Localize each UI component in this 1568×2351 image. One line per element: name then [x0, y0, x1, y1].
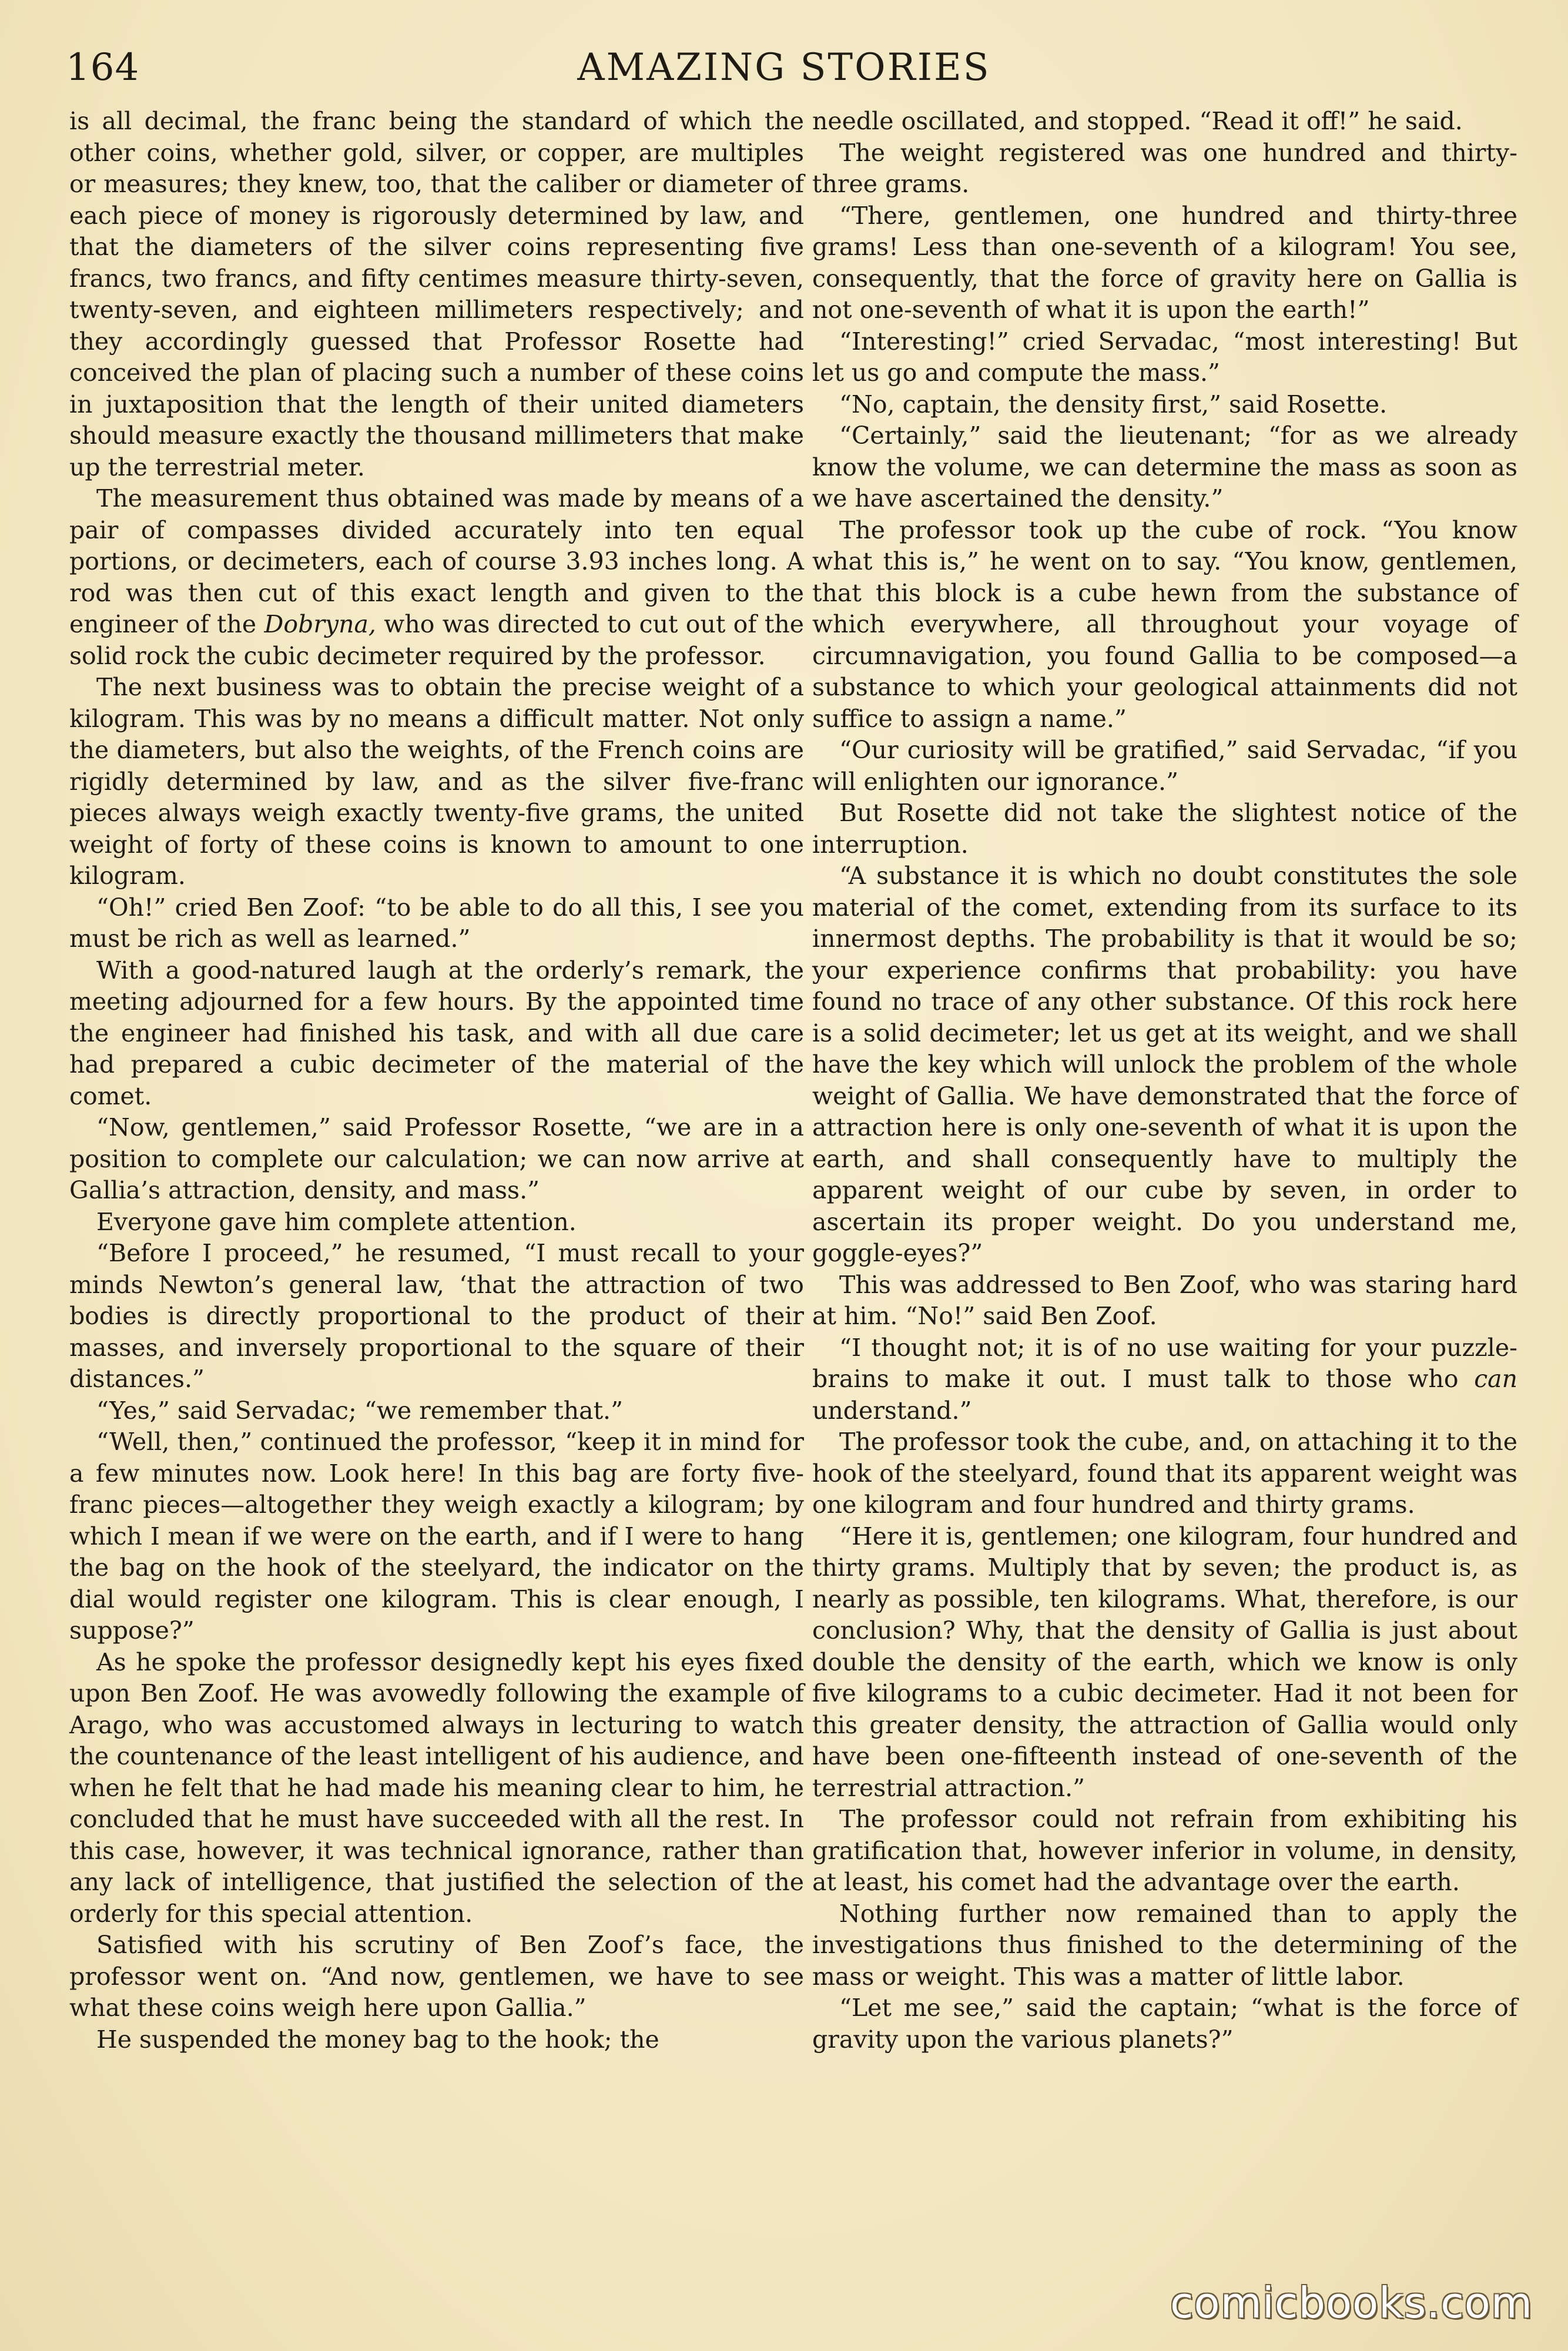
paragraph: With a good-natured laugh at the orderly’s remark, the meeting adjourned for a few hours. By the appointed time the engineer had finished his task, and with all due care had prepared a cubic decimeter of the material of the comet.	[69, 956, 804, 1110]
paragraph: He suspended the money bag to the hook; the	[96, 2025, 659, 2054]
paragraph-text: The measurement thus obtained was made by means of a pair of compasses divided accurately into ten equal portions, or decimeters, each of course 3.93 inches long. A rod was then cut of this exact length and given to the engineer of the	[69, 484, 804, 638]
paragraph: This was addressed to Ben Zoof, who was staring hard at him. “No!” said Ben Zoof.	[812, 1270, 1517, 1330]
paragraph: Everyone gave him complete attention.	[96, 1207, 577, 1236]
emphasis: can	[1474, 1365, 1517, 1393]
ship-name: Dobryna,	[264, 610, 376, 638]
page-number: 164	[66, 46, 140, 89]
paragraph: The professor could not refrain from exhibiting his gratification that, however inferior in volume, in density, at least, his comet had the advantage over the earth.	[812, 1805, 1517, 1896]
paragraph: As he spoke the professor designedly kept his eyes fixed upon Ben Zoof. He was avowedly following the example of Arago, who was accustomed always in lecturing to watch the countenance of the least intelligent of his audience, and when he felt that he had made his meaning clear to him, he concluded that he must have succeeded with all the rest. In this case, however, it was technical ignorance, rather than any lack of intelligence, that justified the selection of the orderly for this special attention.	[69, 1647, 804, 1928]
paragraph: “Yes,” said Servadac; “we remember that.”	[96, 1396, 624, 1425]
running-title: AMAZING STORIES	[577, 46, 991, 89]
watermark: comicbooks.com	[1170, 2278, 1533, 2327]
right-column	[812, 106, 1517, 2055]
paragraph: The next business was to obtain the precise weight of a kilogram. This was by no means a difficult matter. Not only the diameters, but also the weights, of the French coins are rigidly determined by law, and as the silver five-franc pieces always weigh exactly twenty-five grams, the united weight of forty of these coins is known to amount to one kilogram.	[69, 673, 804, 890]
paragraph-text: understand.”	[812, 1396, 972, 1425]
paragraph: Satisfied with his scrutiny of Ben Zoof’s face, the professor went on. “And now, gentlemen, we have to see what these coins weigh here upon Gallia.”	[69, 1931, 804, 2022]
paragraph: Nothing further now remained than to apply the investigations thus finished to the determining of the mass or weight. This was a matter of little labor.	[812, 1899, 1517, 1991]
paragraph: The professor took up the cube of rock. “You know what this is,” he went on to say. “You know, gentlemen, that this block is a cube hewn from the substance of which everywhere, all throughout your voyage of circumnavigation, you found Gallia to be composed—a substance to which your geological attainments did not suffice to assign a name.”	[812, 515, 1517, 733]
paragraph: But Rosette did not take the slightest notice of the interruption.	[812, 799, 1517, 859]
paragraph: “No, captain, the density first,” said Rosette.	[839, 390, 1388, 418]
paragraph: “A substance it is which no doubt constitutes the sole material of the comet, extending from its surface to its innermost depths. The probability is that it would be so; your experience confirms that probability: you have found no trace of any other substance. Of this rock here is a solid decimeter; let us get at its weight, and we shall have the key which will unlock the problem of the whole weight of Gallia. We have demonstrated that the force of attraction here is only one-seventh of what it is upon the earth, and shall consequently have to multiply the apparent weight of our cube by seven, in order to ascertain its proper weight. Do you understand me, goggle-eyes?”	[812, 862, 1517, 1267]
paragraph: “Let me see,” said the captain; “what is the force of gravity upon the various planets?”	[812, 1994, 1517, 2054]
paragraph: “There, gentlemen, one hundred and thirty-three grams! Less than one-seventh of a kilogram! You see, consequently, that the force of gravity here on Gallia is not one-seventh of what it is upon the earth!”	[812, 201, 1517, 324]
paragraph: is all decimal, the franc being the standard of which the other coins, whether gold, silver, or copper, are multiples or measures; they knew, too, that the caliber or diameter of each piece of money is rigorously determined by law, and that the diameters of the silver coins representing five francs, two francs, and fifty centimes measure thirty-seven, twenty-seven, and eighteen millimeters respectively; and they accordingly guessed that Professor Rosette had conceived the plan of placing such a number of these coins in juxtaposition that the length of their united diameters should measure exactly the thousand millimeters that make up the terrestrial meter.	[69, 107, 804, 481]
paragraph: “Our curiosity will be gratified,” said Servadac, “if you will enlighten our ignorance.”	[812, 736, 1517, 796]
paragraph: “Certainly,” said the lieutenant; “for as we already know the volume, we can determine the mass as soon as we have ascertained the density.”	[812, 421, 1517, 513]
paragraph: “Oh!” cried Ben Zoof: “to be able to do all this, I see you must be rich as well as learned.”	[69, 893, 804, 953]
paragraph: The professor took the cube, and, on attaching it to the hook of the steelyard, found that its apparent weight was one kilogram and four hundred and thirty grams.	[812, 1428, 1517, 1519]
paragraph: needle oscillated, and stopped. “Read it off!” he said.	[812, 107, 1463, 135]
paragraph-text: “I thought not; it is of no use waiting for your puzzle-brains to make it out. I must talk to those who	[812, 1333, 1517, 1393]
paragraph: “Here it is, gentlemen; one kilogram, four hundred and thirty grams. Multiply that by seven; the product is, as nearly as possible, ten kilograms. What, therefore, is our conclusion? Why, that the density of Gallia is just about double the density of the earth, which we know is only five kilograms to a cubic decimeter. Had it not been for this greater density, the attraction of Gallia would only have been one-fifteenth instead of one-seventh of the terrestrial attraction.”	[812, 1522, 1517, 1802]
paragraph	[812, 1332, 1517, 1427]
paragraph: The weight registered was one hundred and thirty-three grams.	[812, 138, 1517, 198]
paragraph: “Before I proceed,” he resumed, “I must recall to your minds Newton’s general law, ‘that the attraction of two bodies is directly proportional to the product of their masses, and inversely proportional to the square of their distances.”	[69, 1239, 804, 1393]
paragraph-text: who was directed to cut out of the solid rock the cubic decimeter required by the professor.	[69, 610, 804, 670]
paragraph: “Now, gentlemen,” said Professor Rosette, “we are in a position to complete our calculation; we can now arrive at Gallia’s attraction, density, and mass.”	[69, 1113, 804, 1204]
paragraph	[69, 483, 804, 672]
paragraph: “Well, then,” continued the professor, “keep it in mind for a few minutes now. Look here! In this bag are forty five-franc pieces—altogether they weigh exactly a kilogram; by which I mean if we were on the earth, and if I were to hang the bag on the hook of the steelyard, the indicator on the dial would register one kilogram. This is clear enough, I suppose?”	[69, 1428, 804, 1645]
left-column	[69, 106, 804, 2055]
paragraph: “Interesting!” cried Servadac, “most interesting! But let us go and compute the mass.”	[812, 327, 1517, 387]
